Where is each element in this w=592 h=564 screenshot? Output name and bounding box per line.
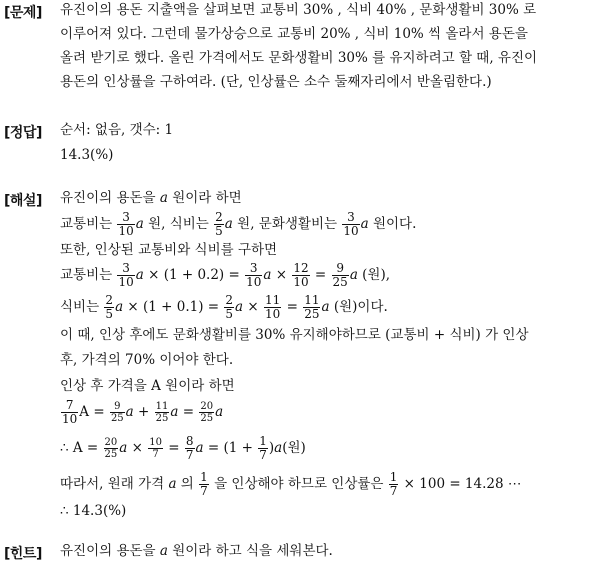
fraction: $\frac{9}{25}$ [110,401,124,424]
explanation-label: [해설] [4,193,42,209]
answer-label: [정답] [4,125,42,141]
fraction: $\frac{11}{25}$ [304,293,320,321]
fraction: $\frac{9}{25}$ [332,261,348,289]
fraction: $\frac{2}{5}$ [215,210,223,238]
problem-line: 올려 받기로 했다. 올린 가격에서도 문화생활비 30% 를 유지하려고 할 때, 유진이 [60,50,538,66]
hint-label: [힌트] [4,546,42,562]
problem-label: [문제] [4,5,42,21]
fraction: $\frac{10}{7}$ [149,437,162,460]
fraction: $\frac{2}{5}$ [225,293,234,321]
fraction: $\frac{7}{10}$ [62,398,78,426]
explanation-line: ∴ A = $\frac{20}{25}$ a × $\frac{10}{7}$ = $\frac{8}{7}$ a = (1 + $\frac{1}{7}$ )a(원) [60,434,306,462]
explanation-line: 이 때, 인상 후에도 문화생활비를 30% 유지해야하므로 (교통비 + 식비) 가 인상 [60,327,529,343]
explanation-line: 후, 가격의 70% 이어야 한다. [60,352,234,368]
problem-line: 용돈의 인상률을 구하여라. (단, 인상률은 소수 둘째자리에서 반올림한다.) [60,74,492,90]
fraction: $\frac{1}{7}$ [259,434,267,462]
answer-line: 순서: 없음, 갯수: 1 [60,122,174,138]
fraction: $\frac{2}{5}$ [105,293,114,321]
explanation-line: 또한, 인상된 교통비와 식비를 구하면 [60,242,278,258]
explanation-line: 따라서, 원래 가격 a 의 $\frac{1}{7}$ 을 인상해야 하므로 인상률은 $\frac{1}{7}$ × 100 = 14.28 ⋯ [60,470,522,498]
explanation-final: ∴ 14.3(%) [60,503,127,519]
fraction: $\frac{3}{10}$ [118,261,134,289]
explanation-line: 유진이의 용돈을 a 원이라 하면 [60,190,242,206]
problem-line: 이루어져 있다. 그런데 물가상승으로 교통비 20% , 식비 10% 씩 올라서 용돈을 [60,26,528,42]
fraction: $\frac{8}{7}$ [185,434,194,462]
fraction: $\frac{3}{10}$ [118,210,134,238]
explanation-line: 교통비는 $\frac{3}{10}$ a 원, 식비는 $\frac{2}{5}$ a 원, 문화생활비는 $\frac{3}{10}$ a 원이다. [60,210,417,238]
fraction: $\frac{11}{25}$ [155,401,169,424]
problem-line: 유진이의 용돈 지출액을 살펴보면 교통비 30% , 식비 40% , 문화생활비 30% 로 [60,2,537,18]
explanation-line: 식비는 $\frac{2}{5}$ a × (1 + 0.1) = $\frac{2}{5}$ a × $\frac{11}{10}$ = $\frac{11}{25}$ a (원)이다. [60,293,388,321]
fraction: $\frac{20}{25}$ [104,437,118,460]
answer-value: 14.3(%) [60,147,114,163]
explanation-line: $\frac{7}{10}$ A = $\frac{9}{25}$ a + $\frac{11}{25}$ a = $\frac{20}{25}$ a [62,398,224,426]
fraction: $\frac{12}{10}$ [293,261,309,289]
fraction: $\frac{3}{10}$ [343,210,359,238]
fraction: $\frac{11}{10}$ [265,293,281,321]
hint-text: 유진이의 용돈을 a 원이라 하고 식을 세워본다. [60,543,333,559]
fraction: $\frac{20}{25}$ [200,401,214,424]
fraction: $\frac{3}{10}$ [246,261,262,289]
fraction: $\frac{1}{7}$ [200,470,208,498]
explanation-line: 교통비는 $\frac{3}{10}$ a × (1 + 0.2) = $\frac{3}{10}$ a × $\frac{12}{10}$ = $\frac{9}{25}$ a (원), [60,261,391,289]
fraction: $\frac{1}{7}$ [389,470,398,498]
explanation-line: 인상 후 가격을 A 원이라 하면 [60,378,235,394]
